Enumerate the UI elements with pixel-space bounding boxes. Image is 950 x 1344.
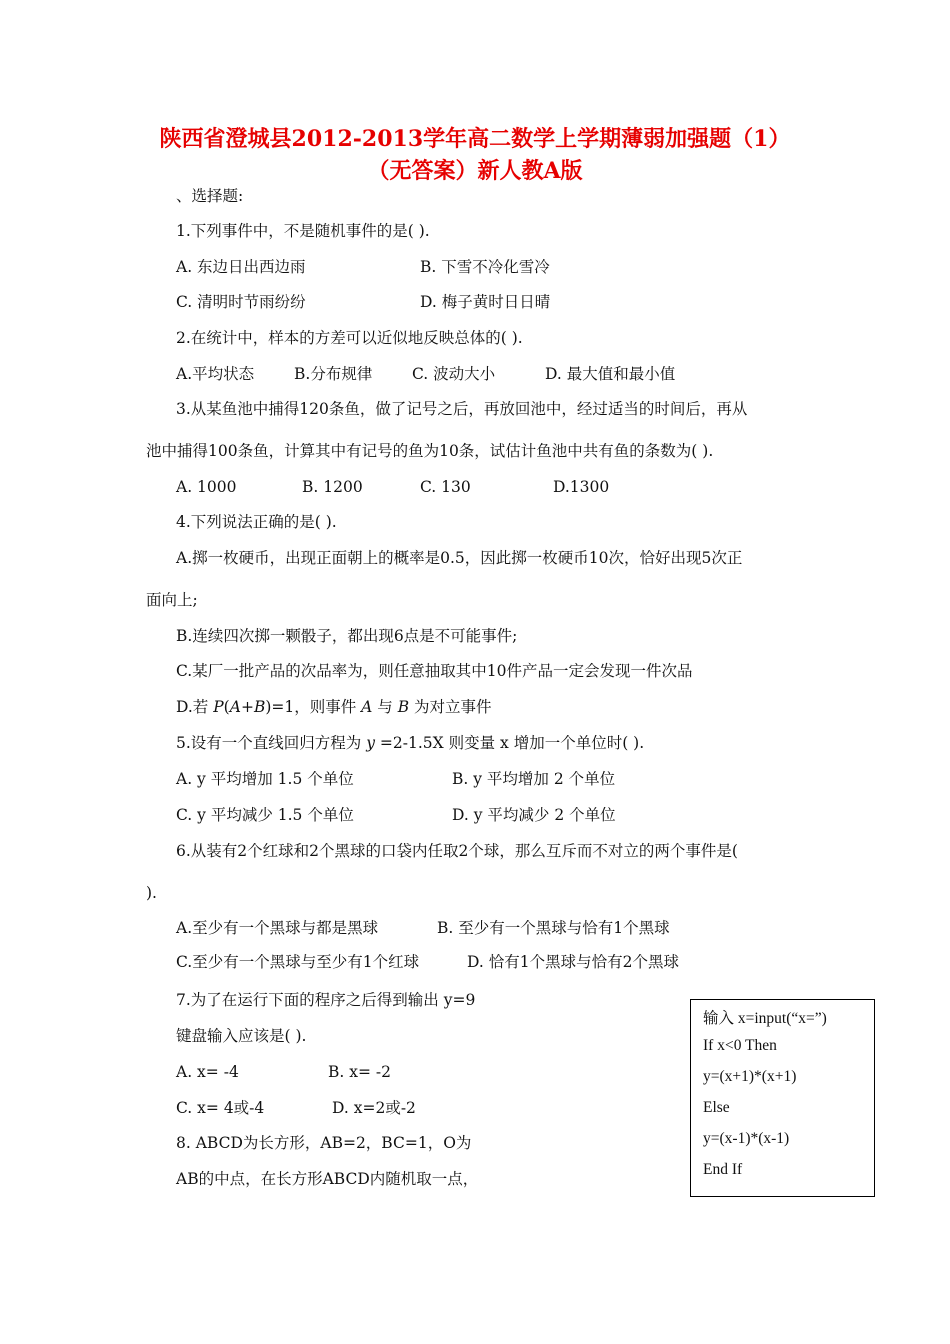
q4-option-a-line-1: A.掷一枚硬币，出现正面朝上的概率是0.5，因此掷一枚硬币10次，恰好出现5次正 bbox=[176, 549, 743, 567]
q6-option-c: C.至少有一个黑球与至少有1个红球 bbox=[176, 953, 420, 971]
q4-option-c: C.某厂一批产品的次品率为，则任意抽取其中10件产品一定会发现一件次品 bbox=[176, 662, 693, 680]
q4-option-d: D.若 P(A+B)=1，则事件 A 与 B 为对立事件 bbox=[176, 698, 492, 716]
q7-stem-line-2: 键盘输入应该是( ). bbox=[176, 1027, 307, 1045]
q1-option-a: A. 东边日出西边雨 bbox=[176, 258, 306, 276]
q6-option-d: D. 恰有1个黑球与恰有2个黑球 bbox=[467, 953, 679, 971]
q2-option-b: B.分布规律 bbox=[294, 365, 373, 383]
section-heading: 、选择题: bbox=[176, 187, 244, 205]
q7-option-c: C. x= 4或-4 bbox=[176, 1099, 265, 1117]
q1-option-c: C. 清明时节雨纷纷 bbox=[176, 293, 306, 311]
q2-stem: 2.在统计中，样本的方差可以近似地反映总体的( ). bbox=[176, 329, 523, 347]
doc-title-line-2: （无答案）新人教A版 bbox=[367, 158, 583, 184]
q5-option-c: C. y 平均减少 1.5 个单位 bbox=[176, 806, 354, 824]
q3-option-c: C. 130 bbox=[420, 478, 471, 496]
q6-option-b: B. 至少有一个黑球与恰有1个黑球 bbox=[437, 919, 670, 937]
q4-option-b: B.连续四次掷一颗骰子，都出现6点是不可能事件; bbox=[176, 627, 518, 645]
program-line: If x<0 Then bbox=[703, 1037, 777, 1054]
q7-option-a: A. x= -4 bbox=[176, 1063, 239, 1081]
q2-option-a: A.平均状态 bbox=[176, 365, 255, 383]
q4-option-a-line-2: 面向上; bbox=[146, 591, 198, 609]
q7-option-d: D. x=2或-2 bbox=[332, 1099, 416, 1117]
program-line: 输入 x=input(“x=”) bbox=[703, 1010, 827, 1027]
program-line: y=(x+1)*(x+1) bbox=[703, 1068, 797, 1085]
q1-stem: 1.下列事件中，不是随机事件的是( ). bbox=[176, 222, 430, 240]
program-line: End If bbox=[703, 1161, 743, 1178]
q1-option-b: B. 下雪不冷化雪冷 bbox=[420, 258, 550, 276]
q5-stem: 5.设有一个直线回归方程为 y =2-1.5X 则变量 x 增加一个单位时( ). bbox=[176, 734, 645, 752]
q8-stem-line-1: 8. ABCD为长方形，AB=2，BC=1，O为 bbox=[176, 1134, 472, 1152]
program-code-box bbox=[690, 999, 875, 1197]
q3-option-a: A. 1000 bbox=[176, 478, 237, 496]
q5-option-a: A. y 平均增加 1.5 个单位 bbox=[176, 770, 354, 788]
program-line: Else bbox=[703, 1099, 730, 1116]
q4-stem: 4.下列说法正确的是( ). bbox=[176, 513, 337, 531]
doc-title-line-1: 陕西省澄城县2012-2013学年高二数学上学期薄弱加强题（1） bbox=[159, 126, 791, 152]
q6-stem-line-1: 6.从装有2个红球和2个黑球的口袋内任取2个球，那么互斥而不对立的两个事件是( bbox=[176, 842, 738, 860]
q6-option-a: A.至少有一个黑球与都是黑球 bbox=[176, 919, 379, 937]
q1-option-d: D. 梅子黄时日日晴 bbox=[420, 293, 551, 311]
q8-stem-line-2: AB的中点，在长方形ABCD内随机取一点， bbox=[176, 1170, 479, 1188]
q3-option-b: B. 1200 bbox=[302, 478, 363, 496]
q7-option-b: B. x= -2 bbox=[328, 1063, 391, 1081]
program-line: y=(x-1)*(x-1) bbox=[703, 1130, 790, 1147]
q5-option-d: D. y 平均减少 2 个单位 bbox=[452, 806, 616, 824]
q3-stem-line-1: 3.从某鱼池中捕得120条鱼，做了记号之后，再放回池中，经过适当的时间后，再从 bbox=[176, 400, 748, 418]
q2-option-c: C. 波动大小 bbox=[412, 365, 496, 383]
q3-stem-line-2: 池中捕得100条鱼，计算其中有记号的鱼为10条，试估计鱼池中共有鱼的条数为( ). bbox=[146, 442, 714, 460]
q7-stem-line-1: 7.为了在运行下面的程序之后得到输出 y=9 bbox=[176, 991, 476, 1009]
q2-option-d: D. 最大值和最小值 bbox=[545, 365, 676, 383]
q3-option-d: D.1300 bbox=[553, 478, 610, 496]
q6-stem-line-2: ). bbox=[146, 884, 157, 902]
q5-option-b: B. y 平均增加 2 个单位 bbox=[452, 770, 616, 788]
